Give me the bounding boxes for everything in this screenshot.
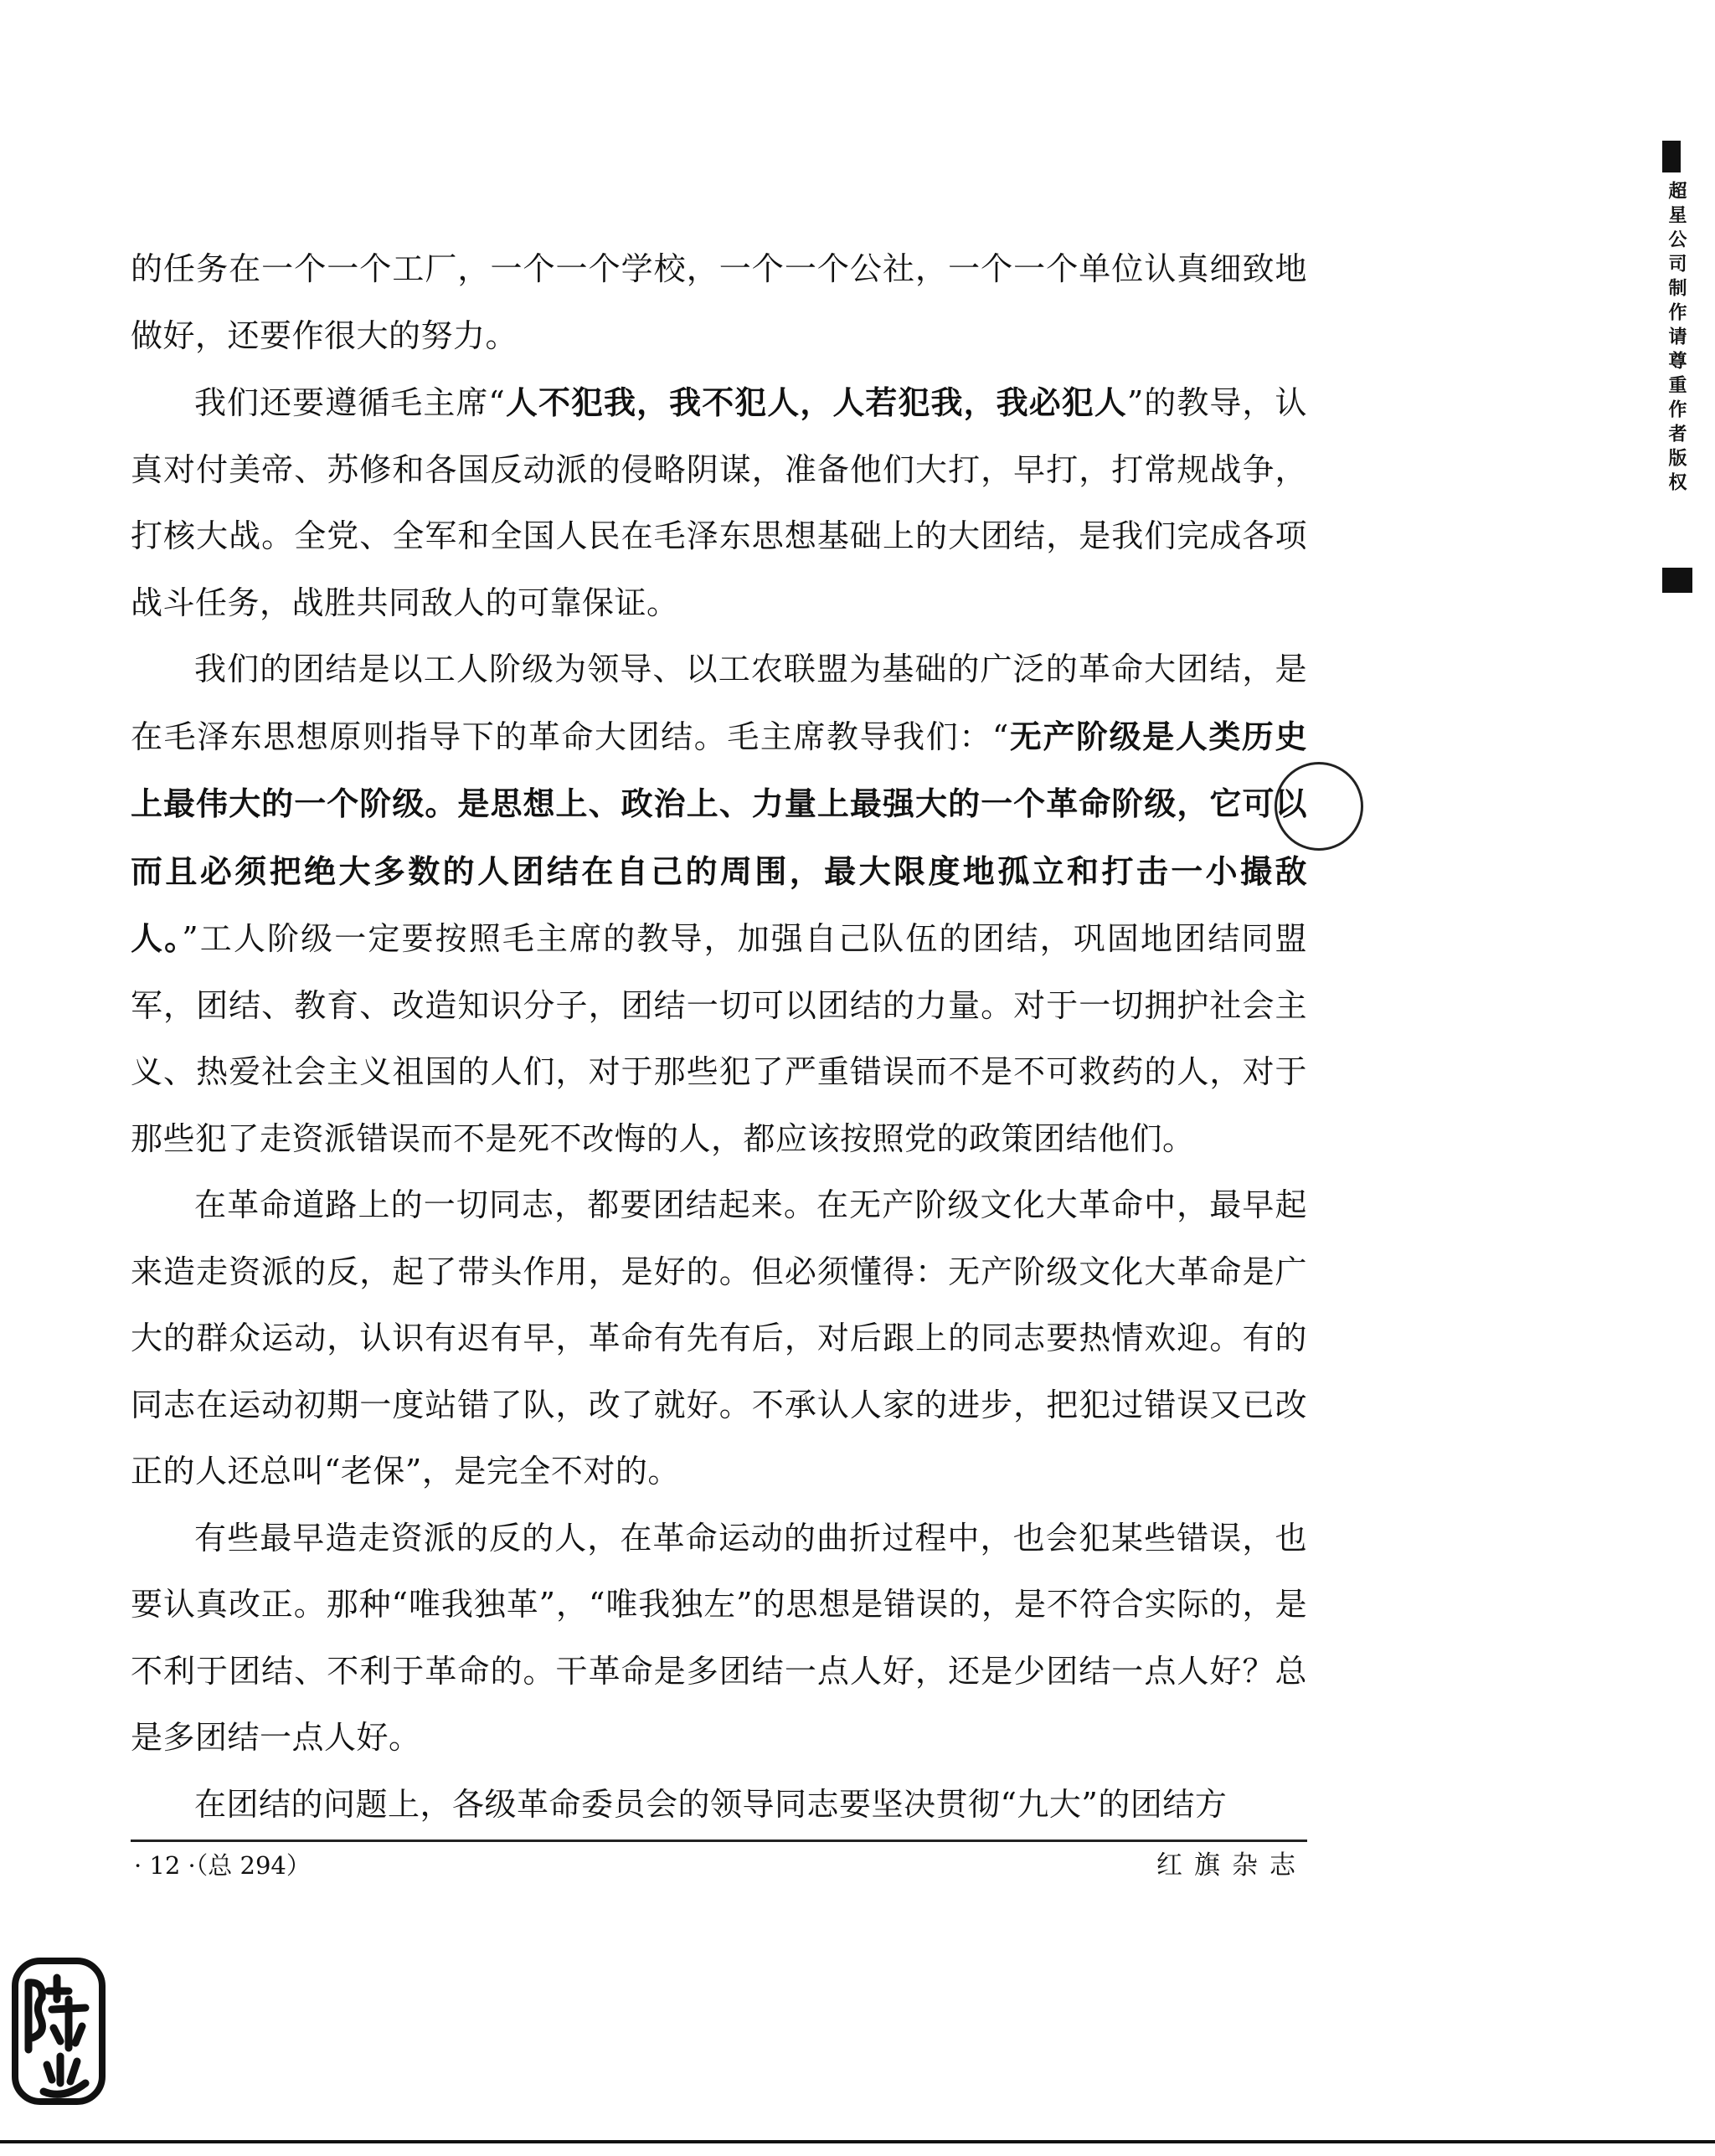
article-body bbox=[131, 236, 1307, 1838]
text-run: ”的教导，认真对付美帝、苏修和各国反动派的侵略阴谋，准备他们大打，早打，打常规战争，打核大战。全党、全军和全国人民在毛泽东思想基础上的大团结，是我们完成各项战斗任务，战胜共同敌人的可靠保证。 bbox=[131, 384, 1307, 621]
page-number: · 12 ·（总 294） bbox=[134, 1851, 311, 1880]
scan-edge-line bbox=[0, 2140, 1715, 2143]
footer-rule bbox=[131, 1840, 1307, 1842]
text-run: 的任务在一个一个工厂，一个一个学校，一个一个公社，一个一个单位认真细致地做好，还要作很大的努力。 bbox=[131, 250, 1307, 354]
text-run: 我们的团结是以工人阶级为领导、以工农联盟为基础的广泛的革命大团结，是在毛泽东思想原则指导下的革命大团结。毛主席教导我们：“ bbox=[131, 651, 1307, 755]
stamp-bar-bottom bbox=[1662, 568, 1692, 593]
paragraph bbox=[131, 1505, 1307, 1772]
journal-name: 红旗杂志 bbox=[1156, 1850, 1307, 1881]
seal-stamp-icon bbox=[10, 1958, 109, 2107]
paragraph bbox=[131, 636, 1307, 1172]
text-run: 有些最早造走资派的反的人，在革命运动的曲折过程中，也会犯某些错误，也要认真改正。那种“唯我独革”，“唯我独左”的思想是错误的，是不符合实际的，是不利于团结、不利于革命的。干革命是多团结一点人好，还是少团结一点人好？总是多团结一点人好。 bbox=[131, 1519, 1307, 1756]
circle-mark bbox=[1275, 762, 1363, 851]
text-run: 在团结的问题上，各级革命委员会的领导同志要坚决贯彻“九大”的团结方 bbox=[194, 1785, 1228, 1823]
text-run: 在革命道路上的一切同志，都要团结起来。在无产阶级文化大革命中，最早起来造走资派的反，起了带头作用，是好的。但必须懂得：无产阶级文化大革命是广大的群众运动，认识有迟有早，革命有先有后，对后跟上的同志要热情欢迎。有的同志在运动初期一度站错了队，改了就好。不承认人家的进步，把犯过错误又已改正的人还总叫“老保”，是完全不对的。 bbox=[131, 1186, 1307, 1490]
paragraph bbox=[131, 1772, 1307, 1839]
quotation-bold: 无产阶级是人类历史上最伟大的一个阶级。是思想上、政治上、力量上最强大的一个革命阶级，它可以而且必须把绝大多数的人团结在自己的周围，最大限度地孤立和打击一小撮敌人。 bbox=[131, 717, 1307, 957]
stamp-bar-top bbox=[1662, 141, 1681, 172]
text-run: 我们还要遵循毛主席“ bbox=[194, 384, 506, 421]
paragraph bbox=[131, 369, 1307, 636]
quotation-bold: 人不犯我，我不犯人，人若犯我，我必犯人 bbox=[505, 383, 1127, 421]
stamp-text: 超星公司制作请尊重作者版权 bbox=[1666, 181, 1687, 497]
paragraph bbox=[131, 236, 1307, 369]
text-run: ”工人阶级一定要按照毛主席的教导，加强自己队伍的团结，巩固地团结同盟军，团结、教育、改造知识分子，团结一切可以团结的力量。对于一切拥护社会主义、热爱社会主义祖国的人们，对于那些犯了严重错误而不是不可救药的人，对于那些犯了走资派错误而不是死不改悔的人，都应该按照党的政策团结他们。 bbox=[131, 920, 1307, 1157]
paragraph bbox=[131, 1172, 1307, 1505]
copyright-stamp bbox=[1662, 141, 1696, 593]
